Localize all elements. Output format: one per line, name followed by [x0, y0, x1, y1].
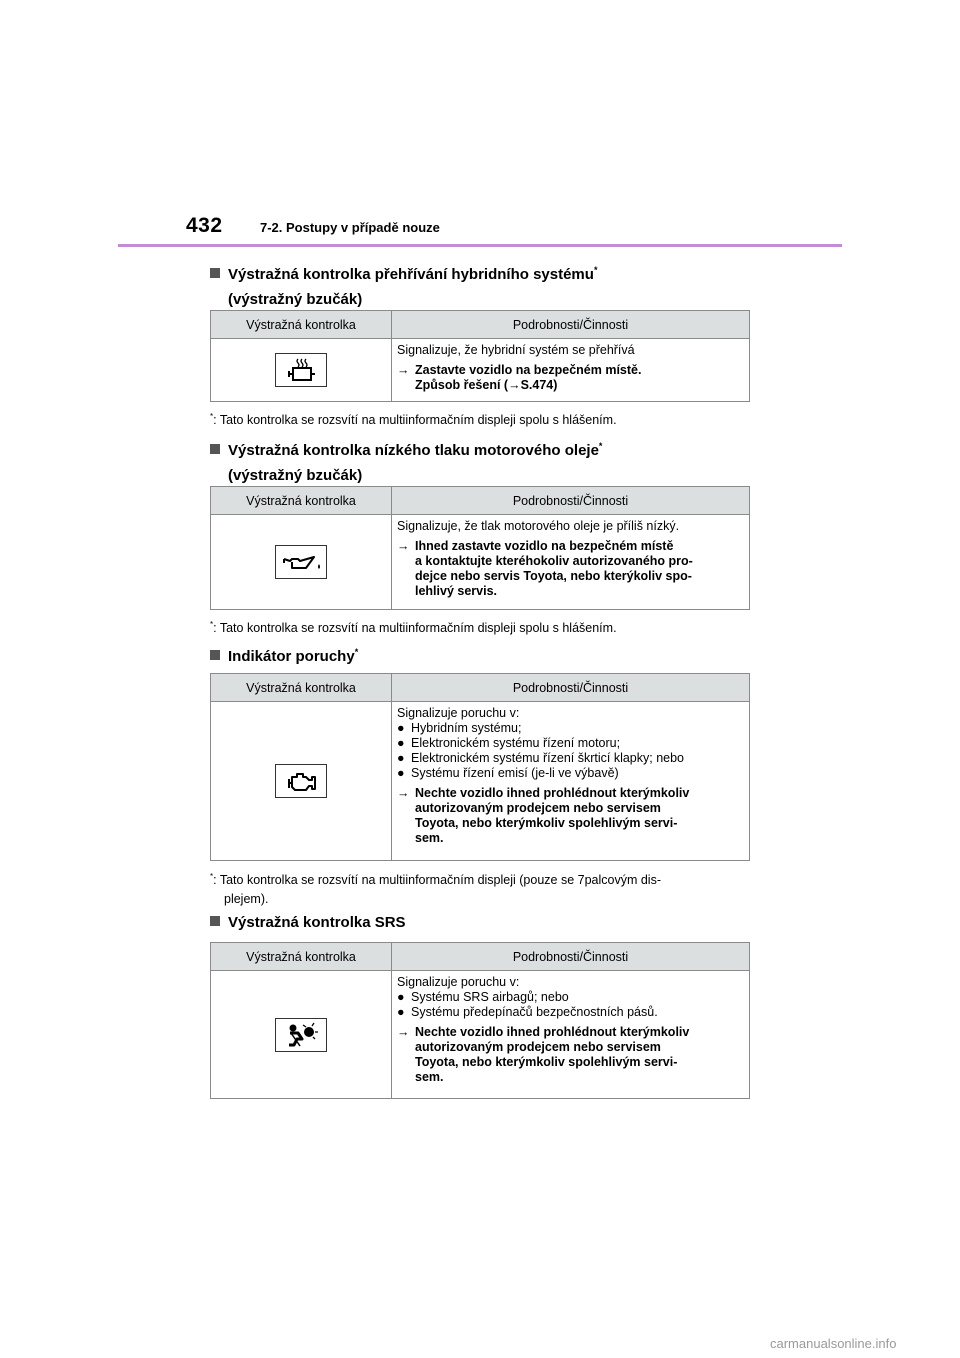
- action-text: → Zastavte vozidlo na bezpečném místě. Způsob řešení (→S.474): [397, 363, 642, 392]
- section-title-oil-pressure: Výstražná kontrolka nízkého tlaku motorového oleje* (výstražný bzučák): [210, 434, 602, 488]
- header-details: Podrobnosti/Činnosti: [392, 487, 750, 515]
- section-title-malfunction: Indikátor poruchy*: [210, 640, 358, 669]
- chapter-title: 7-2. Postupy v případě nouze: [260, 220, 440, 235]
- header-warning-light: Výstražná kontrolka: [211, 311, 392, 339]
- section-bullet-icon: [210, 268, 220, 278]
- list-item: ● Elektronickém systému řízení škrticí klapky; nebo: [397, 751, 685, 765]
- list-item: ● Hybridním systému;: [397, 721, 522, 735]
- table-oil-pressure: [210, 486, 750, 610]
- footnote-overheat: *: Tato kontrolka se rozsvítí na multiinformačním displeji spolu s hlášením.: [210, 412, 617, 428]
- watermark: carmanualsonline.info: [770, 1336, 897, 1351]
- section-bullet-icon: [210, 916, 220, 926]
- description-text: Signalizuje poruchu v:: [397, 706, 520, 720]
- header-warning-light: Výstražná kontrolka: [211, 674, 392, 702]
- oil-pressure-icon: [275, 545, 327, 579]
- action-text: → Nechte vozidlo ihned prohlédnout kterýmkoliv autorizovaným prodejcem nebo servisem Toyota, nebo kterýmkoliv spolehlivým servi- sem.: [397, 1025, 690, 1084]
- header-divider: [118, 244, 842, 247]
- check-engine-icon: [275, 764, 327, 798]
- description-text: Signalizuje poruchu v:: [397, 975, 520, 989]
- list-item: ● Systému SRS airbagů; nebo: [397, 990, 569, 1004]
- table-overheat: [210, 310, 750, 402]
- header-warning-light: Výstražná kontrolka: [211, 487, 392, 515]
- table-malfunction: [210, 673, 750, 861]
- action-text: → Ihned zastavte vozidlo na bezpečném místě a kontaktujte kteréhokoliv autorizovaného pro- dejce nebo servis Toyota, nebo kterýkoliv spo- lehlivý servis.: [397, 539, 693, 598]
- description-text: Signalizuje, že hybridní systém se přehřívá: [397, 343, 635, 357]
- list-item: ● Systému řízení emisí (je-li ve výbavě): [397, 766, 619, 780]
- list-item: ● Elektronickém systému řízení motoru;: [397, 736, 621, 750]
- section-bullet-icon: [210, 650, 220, 660]
- action-text: → Nechte vozidlo ihned prohlédnout kterýmkoliv autorizovaným prodejcem nebo servisem Toyota, nebo kterýmkoliv spolehlivým servi- sem.: [397, 786, 690, 845]
- list-item: ● Systému předepínačů bezpečnostních pásů.: [397, 1005, 658, 1019]
- section-title-overheat: Výstražná kontrolka přehřívání hybridního systému* (výstražný bzučák): [210, 258, 597, 312]
- section-title-srs: Výstražná kontrolka SRS: [210, 910, 406, 935]
- table-srs: [210, 942, 750, 1099]
- header-warning-light: Výstražná kontrolka: [211, 943, 392, 971]
- srs-airbag-icon: [275, 1018, 327, 1052]
- header-details: Podrobnosti/Činnosti: [392, 311, 750, 339]
- header-details: Podrobnosti/Činnosti: [392, 943, 750, 971]
- footnote-oil-pressure: *: Tato kontrolka se rozsvítí na multiinformačním displeji spolu s hlášením.: [210, 620, 617, 636]
- header-details: Podrobnosti/Činnosti: [392, 674, 750, 702]
- section-bullet-icon: [210, 444, 220, 454]
- description-text: Signalizuje, že tlak motorového oleje je příliš nízký.: [397, 519, 680, 533]
- page-number: 432: [186, 214, 223, 237]
- footnote-malfunction: *: Tato kontrolka se rozsvítí na multiinformačním displeji (pouze se 7palcovým dis- plejem).: [210, 872, 661, 907]
- hybrid-overheat-icon: [275, 353, 327, 387]
